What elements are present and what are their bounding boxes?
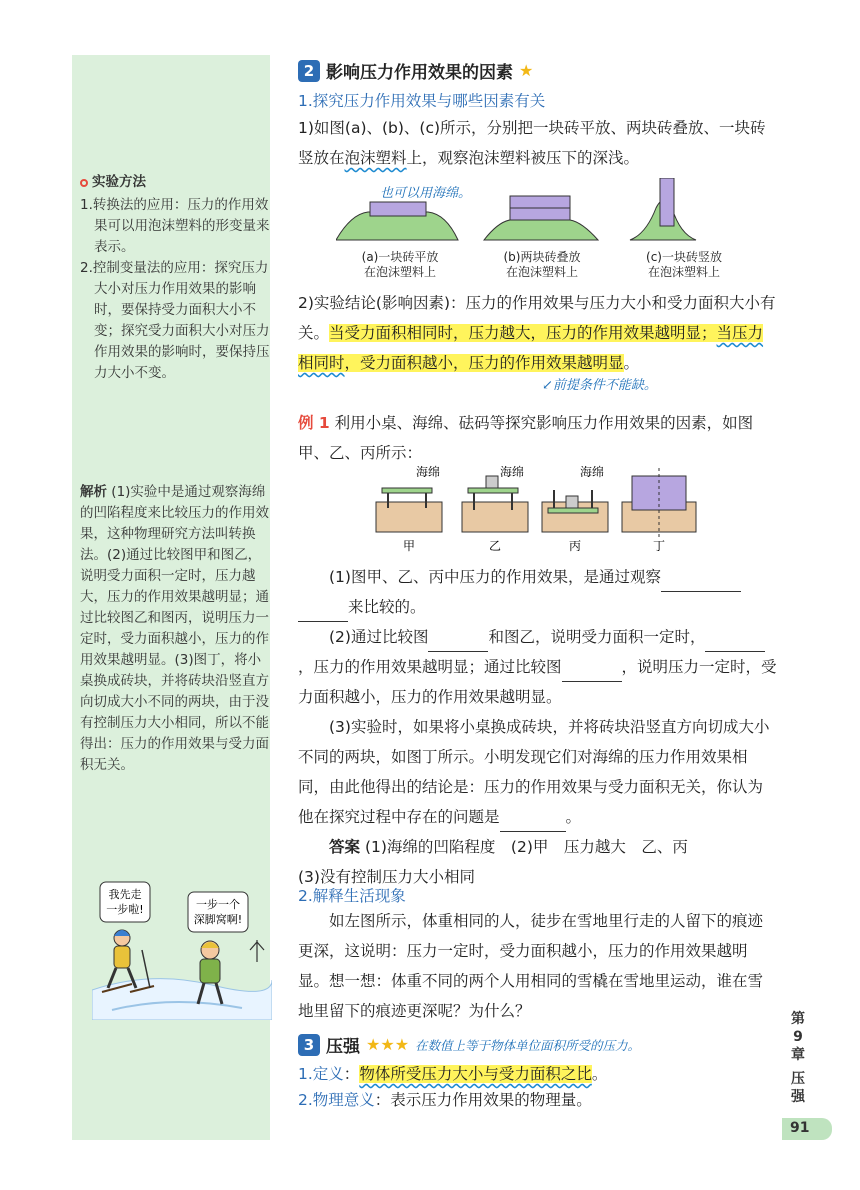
figure-label: 甲 bbox=[402, 539, 416, 552]
handwritten-note: 也可以用海绵。 bbox=[380, 186, 472, 201]
analysis-text: (1)实验中是通过观察海绵的凹陷程度来比较压力的作用效果，这种物理研究方法叫转换法。(2)通过比较图甲和图乙，说明受力面积一定时，压力越大，压力的作用效果越明显；通过比较图乙和图丙，说明压力一定时，受力面积越小，压力的作用效果越明显。(3)图丁，将小桌换成砖块，并将砖块沿竖直方向切成大小不同的两块，由于没有控制压力大小相同，所以不能得出：压力的作用效果与受力面积无关。 bbox=[80, 484, 269, 773]
figure-caption-c: (c)一块砖竖放 在泡沫塑料上 bbox=[646, 250, 722, 279]
bullet-dot-icon bbox=[80, 179, 88, 187]
paragraph-1: 1)如图(a)、(b)、(c)所示，分别把一块砖平放、两块砖叠放、一块砖竖放在泡沫塑料上，观察泡沫塑料被压下的深浅。 bbox=[298, 119, 766, 167]
table-sponge-figure bbox=[370, 462, 710, 552]
arrow-icon: ↙ bbox=[542, 378, 553, 393]
bubble-left-line1: 我先走 bbox=[108, 888, 142, 901]
example-questions bbox=[298, 562, 778, 892]
analysis-note bbox=[80, 482, 270, 776]
sponge-label: 海绵 bbox=[499, 465, 525, 479]
method-title: 实验方法 bbox=[80, 172, 270, 193]
page-number-tab bbox=[782, 1118, 832, 1140]
chapter-label: 第9章 bbox=[791, 1011, 805, 1063]
conclusion-block bbox=[298, 288, 778, 378]
chapter-tab bbox=[788, 1010, 808, 1106]
method-item: 2.控制变量法的应用：探究压力大小对压力作用效果的影响时，要保持受力面积大小不变；探究受力面积大小对压力作用效果的影响时，要保持压力大小不变。 bbox=[80, 260, 270, 381]
section-title: 影响压力作用效果的因素 bbox=[326, 63, 513, 83]
life-phenomenon-text: 如左图所示，体重相同的人，徒步在雪地里行走的人留下的痕迹更深，这说明：压力一定时，受力面积越小，压力的作用效果越明显。想一想：体重不同的两个人用相同的雪橇在雪地里运动，谁在雪地里留下的痕迹更深呢？为什么？ bbox=[298, 912, 764, 1020]
figure-caption-b: (b)两块砖叠放 在泡沫塑料上 bbox=[503, 250, 581, 279]
subsection-title: 2.解释生活现象 bbox=[298, 887, 406, 905]
question-2: (2)通过比较图 和图乙，说明受力面积一定时，，压力的作用效果越明显；通过比较图 ，说明压力一定时，受力面积越小，压力的作用效果越明显。 bbox=[298, 628, 777, 706]
sponge-label: 海绵 bbox=[415, 465, 441, 479]
answer: 答案 (1)海绵的凹陷程度 (2)甲 压力越大 乙、丙 (3)没有控制压力大小相同 bbox=[298, 838, 688, 886]
brick-foam-figure bbox=[336, 178, 736, 248]
definition: 1.定义：物体所受压力大小与受力面积之比。 bbox=[298, 1065, 608, 1083]
handwritten-note: 在数值上等于物体单位面积所受的压力。 bbox=[415, 1037, 641, 1053]
section-3-heading bbox=[298, 1032, 778, 1057]
example-block bbox=[298, 408, 778, 468]
sponge-label: 海绵 bbox=[579, 465, 605, 479]
chapter-title: 压强 bbox=[791, 1071, 805, 1105]
question-3: (3)实验时，如果将小桌换成砖块，并将砖块沿竖直方向切成大小不同的两块，如图丁所示。小明发现它们对海绵的压力作用效果相同，由此他得出的结论是：压力的作用效果与受力面积无关，你认为他在探究过程中存在的问题是 。 bbox=[298, 712, 778, 832]
bubble-left-line2: 一步啦! bbox=[106, 903, 144, 916]
example-question: 例 1 利用小桌、海绵、砝码等探究影响压力作用效果的因素，如图甲、乙、丙所示： bbox=[298, 414, 754, 462]
analysis-label: 解析 bbox=[80, 484, 107, 500]
subsection-title: 1.探究压力作用效果与哪些因素有关 bbox=[298, 92, 546, 110]
paragraph-2: 2)实验结论(影响因素)：压力的作用效果与压力大小和受力面积大小有关。当受力面积相同时，压力越大，压力的作用效果越明显；当压力相同时，受力面积越小，压力的作用效果越明显。 bbox=[298, 294, 776, 372]
example-label: 例 1 bbox=[298, 414, 330, 432]
figure-label: 丁 bbox=[652, 539, 666, 552]
snow-walkers-illustration bbox=[92, 880, 272, 1020]
figure-label: 丙 bbox=[568, 539, 582, 552]
section-number-badge: 3 bbox=[298, 1034, 320, 1056]
method-item: 1.转换法的应用：压力的作用效果可以用泡沫塑料的形变量来表示。 bbox=[80, 197, 270, 255]
figure-caption-a: (a)一块砖平放 在泡沫塑料上 bbox=[361, 250, 439, 279]
sub-section-2 bbox=[298, 884, 778, 1026]
section-number-badge: 2 bbox=[298, 60, 320, 82]
question-1: (1)图甲、乙、丙中压力的作用效果，是通过观察来比较的。 bbox=[298, 562, 778, 622]
method-list bbox=[80, 195, 270, 384]
physical-meaning: 2.物理意义：表示压力作用效果的物理量。 bbox=[298, 1091, 592, 1109]
page-number: 91 bbox=[790, 1120, 810, 1136]
section-3 bbox=[298, 1032, 778, 1113]
method-note bbox=[80, 172, 270, 384]
section-title: 压强 bbox=[326, 1037, 360, 1057]
bubble-right-line2: 深脚窝啊! bbox=[193, 913, 243, 926]
handwritten-note: ↙前提条件不能缺。 bbox=[542, 378, 657, 393]
three-star-icon: ★★★ bbox=[366, 1035, 410, 1054]
section-2-heading bbox=[298, 58, 778, 83]
bubble-right-line1: 一步一个 bbox=[196, 898, 240, 911]
star-icon: ★ bbox=[519, 61, 534, 80]
figure-label: 乙 bbox=[488, 539, 502, 552]
section-2 bbox=[298, 58, 778, 173]
